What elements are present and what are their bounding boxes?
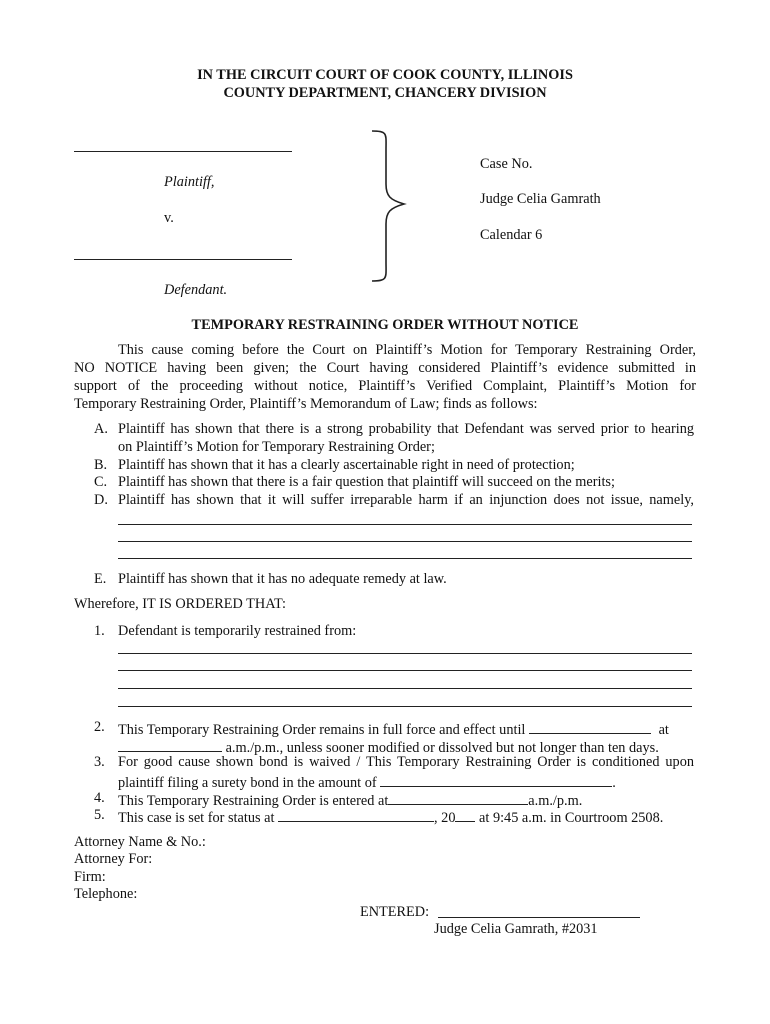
intro-line-2: NO NOTICE having been given; the Court having considered Plaintiff’s evidence submitted in [74, 360, 696, 376]
surety-bond-amount-blank[interactable] [380, 772, 612, 787]
finding-text: Plaintiff has shown that it has no adequate remedy at law. [118, 571, 447, 587]
order-text-post: . [612, 775, 616, 791]
attorney-name-label: Attorney Name & No.: [74, 834, 206, 850]
plaintiff-label: Plaintiff, [164, 174, 215, 190]
defendant-name-line[interactable] [74, 259, 292, 260]
entered-time-blank[interactable] [388, 790, 528, 805]
calendar-number: Calendar 6 [480, 227, 543, 243]
irreparable-harm-line-2[interactable] [118, 541, 692, 542]
restrained-from-line-2[interactable] [118, 670, 692, 671]
judge-name: Judge Celia Gamrath [480, 191, 601, 207]
order-4 [74, 790, 694, 808]
order-text-post: a.m./p.m. [528, 793, 583, 809]
restrained-from-line-4[interactable] [118, 706, 692, 707]
finding-label: A. [94, 421, 108, 437]
order-5 [74, 807, 694, 825]
finding-text: Plaintiff has shown that there is a strong probability that Defendant was served prior to hearing [118, 421, 694, 437]
finding-label: B. [94, 457, 108, 473]
status-date-blank[interactable] [278, 807, 434, 822]
order-text-pre: This case is set for status at [118, 810, 275, 826]
finding-label: C. [94, 474, 108, 490]
court-name: IN THE CIRCUIT COURT OF COOK COUNTY, ILLINOIS [197, 67, 573, 83]
finding-text: Plaintiff has shown that it will suffer irreparable harm if an injunction does not issue, namely, [118, 492, 694, 508]
order-2 [74, 719, 694, 755]
order-text-pre: plaintiff filing a surety bond in the amount of [118, 775, 377, 791]
intro-line-1: This cause coming before the Court on Plaintiff’s Motion for Temporary Restraining Order, [118, 342, 696, 358]
order-3 [74, 754, 694, 790]
order-text [118, 807, 694, 828]
order-text-post: at 9:45 a.m. in Courtroom 2508. [479, 810, 664, 826]
expiration-date-blank[interactable] [529, 719, 651, 734]
judge-signature-name: Judge Celia Gamrath, #2031 [434, 921, 598, 937]
intro-line-3: support of the proceeding without notice, Plaintiff’s Verified Complaint, Plaintiff’s Motion for [74, 378, 696, 394]
finding-d [74, 492, 694, 510]
order-label: 1. [94, 623, 105, 639]
order-1 [74, 623, 694, 641]
caption-brace [368, 128, 412, 284]
order-text-post: a.m./p.m., unless sooner modified or dissolved but not longer than ten days. [225, 740, 659, 756]
order-label: 3. [94, 754, 105, 770]
finding-e [74, 571, 694, 589]
finding-a [74, 421, 694, 457]
finding-c [74, 474, 694, 492]
entered-label: ENTERED: [360, 904, 430, 920]
versus-label: v. [164, 210, 174, 226]
defendant-label: Defendant. [164, 282, 228, 298]
order-label: 2. [94, 719, 105, 735]
finding-label: D. [94, 492, 108, 508]
case-number-label: Case No. [480, 156, 533, 172]
document-title: TEMPORARY RESTRAINING ORDER WITHOUT NOTICE [191, 317, 579, 333]
wherefore-clause: Wherefore, IT IS ORDERED THAT: [74, 596, 286, 612]
order-text-post: at [658, 722, 669, 738]
finding-text: Plaintiff has shown that there is a fair question that plaintiff will succeed on the merits; [118, 474, 615, 490]
expiration-time-blank[interactable] [118, 737, 222, 752]
restrained-from-line-1[interactable] [118, 653, 692, 654]
plaintiff-name-line[interactable] [74, 151, 292, 152]
order-text-pre: This Temporary Restraining Order remains in full force and effect until [118, 722, 526, 738]
irreparable-harm-line-3[interactable] [118, 558, 692, 559]
finding-label: E. [94, 571, 107, 587]
attorney-for-label: Attorney For: [74, 851, 153, 867]
order-text-mid: , 20 [434, 810, 456, 826]
telephone-label: Telephone: [74, 886, 138, 902]
order-text: For good cause shown bond is waived / This Temporary Restraining Order is conditioned upon [118, 754, 694, 770]
court-division: COUNTY DEPARTMENT, CHANCERY DIVISION [223, 85, 547, 101]
finding-text-cont: on Plaintiff’s Motion for Temporary Restraining Order; [118, 439, 435, 455]
intro-line-4: Temporary Restraining Order, Plaintiff’s Memorandum of Law; finds as follows: [74, 396, 538, 412]
finding-b [74, 457, 694, 475]
order-label: 4. [94, 790, 105, 806]
status-year-blank[interactable] [455, 807, 475, 822]
irreparable-harm-line-1[interactable] [118, 524, 692, 525]
order-label: 5. [94, 807, 105, 823]
firm-label: Firm: [74, 869, 106, 885]
order-text-pre: This Temporary Restraining Order is entered at [118, 793, 389, 809]
restrained-from-line-3[interactable] [118, 688, 692, 689]
finding-text: Plaintiff has shown that it has a clearly ascertainable right in need of protection; [118, 457, 575, 473]
judge-signature-line[interactable] [438, 917, 640, 918]
order-text: Defendant is temporarily restrained from: [118, 623, 357, 639]
